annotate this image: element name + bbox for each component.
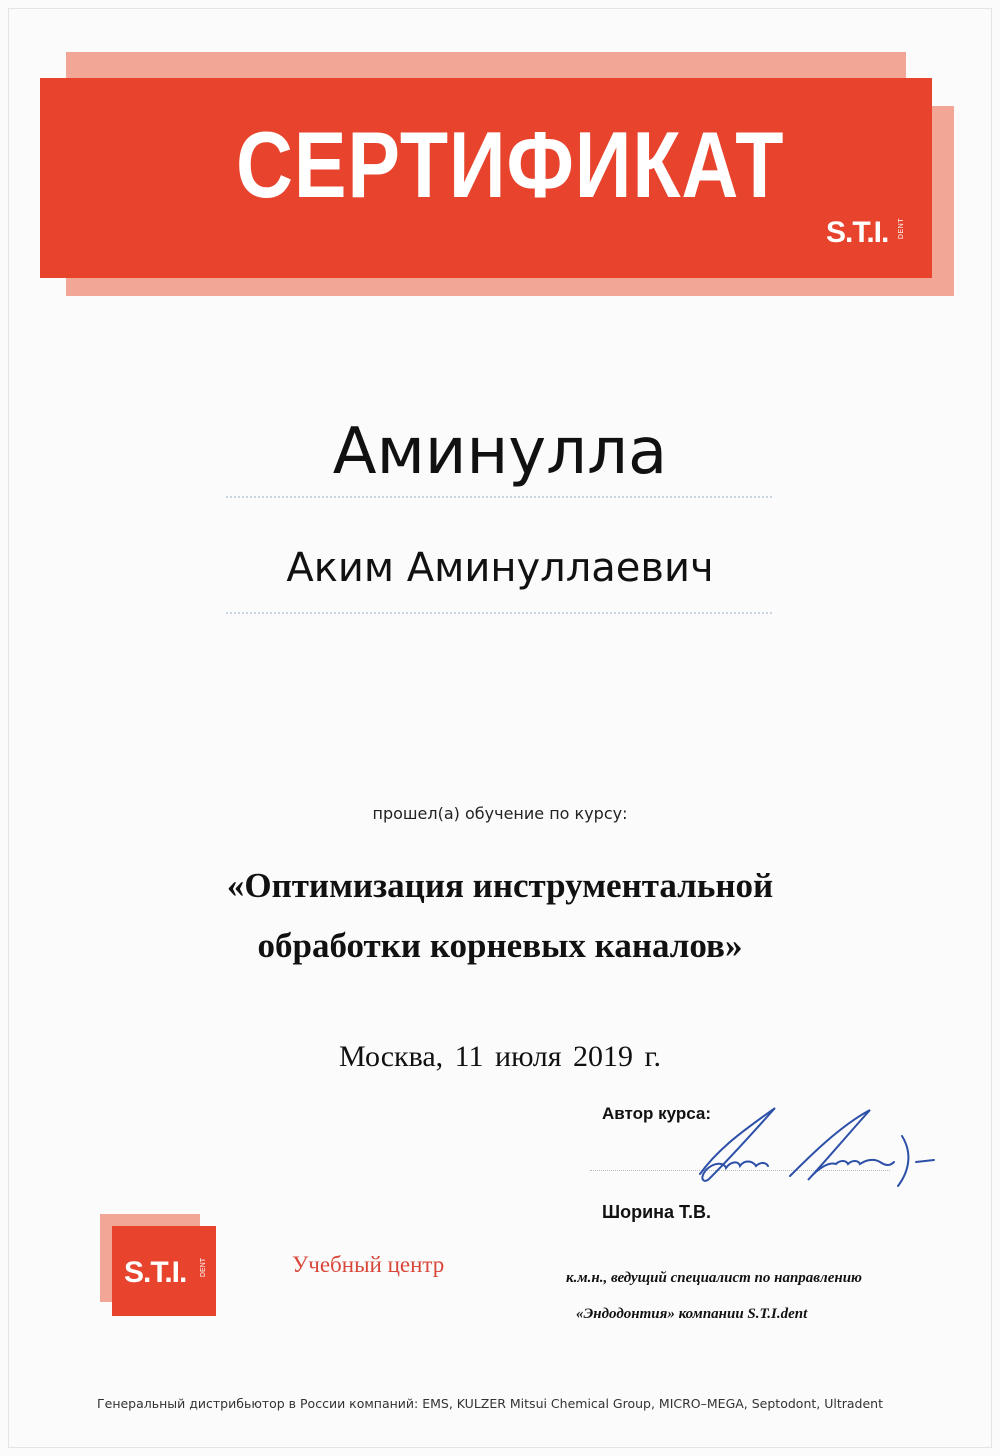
certificate-title: СЕРТИФИКАТ xyxy=(236,112,785,217)
divider-dotted xyxy=(226,496,772,498)
author-label: Автор курса: xyxy=(602,1104,711,1123)
recipient-surname: Аминулла xyxy=(332,415,668,489)
course-intro: прошел(а) обучение по курсу: xyxy=(372,804,628,823)
distributor-note: Генеральный дистрибьютор в России компаний: EMS, KULZER Mitsui Chemical Group, MICRO–MEGA, Septodont, Ultradent xyxy=(97,1396,883,1411)
footer-logo-sub: DENT xyxy=(200,1258,207,1278)
author-credentials-line: к.м.н., ведущий специалист по направлению xyxy=(566,1270,862,1286)
place-date: Москва, 11 июля 2019 г. xyxy=(339,1040,661,1073)
author-credentials-line: «Эндодонтия» компании S.T.I.dent xyxy=(576,1306,808,1322)
banner-shadow-bottom xyxy=(66,278,954,296)
banner-logo: S.T.I. xyxy=(826,216,889,249)
author-name: Шорина Т.В. xyxy=(602,1202,711,1222)
author-credentials xyxy=(566,1260,926,1332)
divider-dotted xyxy=(226,612,772,614)
recipient-given-names: Аким Аминуллаевич xyxy=(286,545,714,591)
banner-logo-sub: DENT xyxy=(898,218,905,240)
signature xyxy=(680,1096,950,1206)
footer-logo-text: S.T.I. xyxy=(124,1256,187,1289)
course-title-line: обработки корневых каналов» xyxy=(257,926,743,965)
training-center-label: Учебный центр xyxy=(292,1252,445,1277)
course-title xyxy=(0,856,1000,976)
course-title-line: «Оптимизация инструментальной xyxy=(226,866,774,905)
